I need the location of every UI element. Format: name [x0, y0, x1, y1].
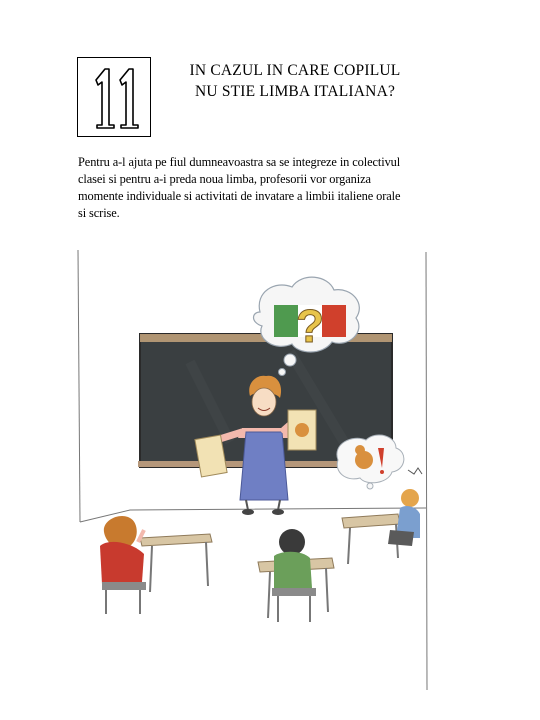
student-right: [342, 489, 420, 564]
body-line-3: momente individuale si activitati de invatare a limbii italiene orale: [78, 189, 401, 203]
classroom-illustration: [70, 242, 440, 692]
body-paragraph: [78, 154, 478, 222]
student-middle: [258, 529, 334, 622]
cat-thought-bubble: [337, 435, 404, 489]
question-mark-icon: ?: [295, 300, 325, 352]
body-line-4: si scrise.: [78, 206, 120, 220]
section-number-box: [77, 57, 151, 137]
flag-green: [274, 305, 298, 337]
page-title: [160, 60, 430, 102]
student-left: [100, 516, 212, 614]
artist-signature: [408, 468, 422, 474]
body-line-2: clasei si pentru a-i preda noua limba, profesorii vor organiza: [78, 172, 371, 186]
section-number-graphic: [78, 58, 152, 138]
title-line-1: IN CAZUL IN CARE COPILUL: [189, 62, 401, 79]
body-line-1: Pentru a-l ajuta pe fiul dumneavoastra sa se integreze in colectivul: [78, 155, 401, 169]
title-line-2: NU STIE LIMBA ITALIANA?: [194, 83, 396, 100]
flag-red: [322, 305, 346, 337]
